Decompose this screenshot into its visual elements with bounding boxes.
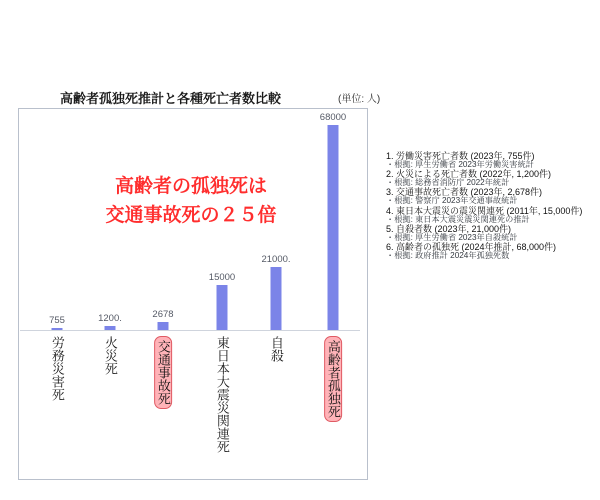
note-source-6: ・根拠: 政府推計 2024年孤独死数 <box>386 251 510 261</box>
note-item-1 <box>386 152 594 169</box>
bar-value-4: 15000 <box>208 272 236 283</box>
bar-value-1: 755 <box>49 315 65 326</box>
bar-1 <box>52 328 63 330</box>
bar-value-2: 1200. <box>98 313 122 324</box>
note-item-3 <box>386 188 594 205</box>
bar-2 <box>105 326 116 330</box>
plot-area <box>18 108 368 480</box>
bar-5 <box>271 267 282 330</box>
unit-label: (単位: 人) <box>338 94 381 105</box>
bar-6 <box>328 125 339 330</box>
x-label-5: 自殺 <box>268 336 284 362</box>
bar-3 <box>158 322 169 330</box>
x-label-4: 東日本大震災関連死 <box>214 336 230 453</box>
note-source-2: ・根拠: 総務省消防庁 2022年統計 <box>386 178 510 188</box>
note-item-6 <box>386 243 594 260</box>
note-item-4 <box>386 207 594 224</box>
x-label-2: 火災死 <box>102 336 118 375</box>
note-item-2 <box>386 170 594 187</box>
note-source-4: ・根拠: 東日本大震災震災関連死の推計 <box>386 214 530 224</box>
bar-value-6: 68000 <box>319 112 347 123</box>
source-notes <box>386 152 594 261</box>
annotation-line-2: 交通事故死の２５倍 <box>105 205 277 227</box>
note-item-5 <box>386 225 594 242</box>
note-source-3: ・根拠: 警察庁 2023年交通事故統計 <box>386 196 518 206</box>
note-main-5: 5. 自殺者数 (2023年, 21,000件) <box>386 223 512 234</box>
bar-4 <box>217 285 228 330</box>
bar-value-3: 2678 <box>152 309 174 320</box>
note-main-6: 6. 高齢者の孤独死 (2024年推計, 68,000件) <box>386 242 557 253</box>
bar-value-5: 21000. <box>261 254 291 265</box>
note-main-3: 3. 交通事故死亡者数 (2023年, 2,678件) <box>386 187 543 198</box>
note-source-5: ・根拠: 厚生労働省 2023年自殺統計 <box>386 232 518 242</box>
x-axis-line <box>20 330 360 331</box>
x-label-1: 労務災害死 <box>49 336 65 401</box>
x-label-3: 交通事故死 <box>154 336 172 409</box>
annotation-line-1: 高齢者の孤独死は <box>114 176 267 197</box>
x-label-6: 高齢者孤独死 <box>324 336 342 422</box>
note-source-1: ・根拠: 厚生労働省 2023年労働災害統計 <box>386 160 534 169</box>
chart-annotation <box>46 172 336 231</box>
chart-title: 高齢者孤独死推計と各種死亡者数比較 <box>60 91 282 106</box>
note-main-2: 2. 火災による死亡者数 (2022年, 1,200件) <box>386 169 552 180</box>
note-main-4: 4. 東日本大震災の震災関連死 (2011年, 15,000件) <box>386 205 583 216</box>
note-main-1: 1. 労働災害死亡者数 (2023年, 755件) <box>386 151 535 161</box>
